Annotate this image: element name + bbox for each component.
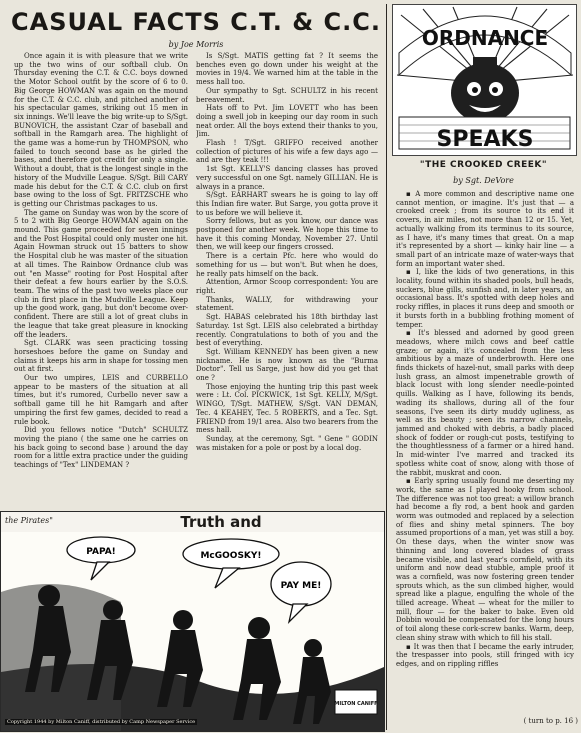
article-paragraph: Our two umpires, LEIS and CURBELLO appear to be masters of the situation at all times, but it's rumored, Curbello never saw a softball game till he hit Ramgarh and after umpiring the first few games, decided to read a rule book. — [14, 374, 188, 426]
article-paragraph: Once again it is with pleasure that we write up the two wins of our softball club. On Thursday evening the C.T. & C.C. boys downed the Motor School outfit by the score of 6 to 0. Big George HOWMAN was again on the mound for the C.T. & C.C. club, and pitched another of his spectacular games, striking out 15 men in six innings. We'll leave the big write-up to S/Sgt. BUNOVICH, the assistant Czar of baseball and softball in the Ramgarh area. The highlight of the game was a home-run by THOMPSON, who failed to touch second base as he girled the bases, and therefore got credit for only a single. Without a doubt, that is the longest single in the history of the Mudville League. S/Sgt. Bill CARY made his debut for the C.T. & C.C. club on first base owing to the loss of Sgt. FRITZSCHE who is getting our Christmas packages to us. — [14, 52, 188, 208]
article-paragraph: Did you fellows notice "Dutch" SCHULTZ moving the piano ( the same one he carries on his back going to second base ) around the day room for a little extra practice under the guiding teachings of "Tex" LINDEMAN ? — [14, 426, 188, 470]
story-paragraph: ▪ A more common and descriptive name one cannot mention, or imagine. It's just that — a crooked creek ; from its source to its end it covers, in air miles, not more than 12 or 15. Yet, actually walking from its terminus to its source, as I have, it's many times that great. On a map it's represented by a short — kinky hair line — a small part of an intricate maze of water-ways that form an important water shed. — [396, 190, 574, 268]
article-headline: CASUAL FACTS C.T. & C.C. — [11, 8, 381, 36]
article-paragraph: Sgt. HABAS celebrated his 18th birthday last Saturday. 1st Sgt. LEIS also celebrated a birthday recently. Congratulations to both of you and the best of everything. — [196, 313, 378, 348]
comic-copyright: Copyright 1944 by Milton Caniff, distributed by Camp Newspaper Service — [7, 719, 196, 725]
article-column-2 — [196, 52, 378, 507]
article-paragraph: Sgt. CLARK was seen practicing tossing horseshoes before the game on Sunday and claims it keeps his arm in shape for tossing men out at first. — [14, 339, 188, 374]
comic-strip — [0, 511, 385, 732]
article-column-1 — [14, 52, 188, 507]
article-paragraph: The game on Sunday was won by the score of 5 to 2 with Big George HOWMAN again on the mound. This game proceeded for seven innings and the Post Hospital could only muster one hit. Again Howman struck out 15 batters to show the Hospital club he was master of the situation at all times. The Rainbow Ordnance club was out "en Masse" rooting for Post Hospital after their defeat a few hours earlier by the S.O.S. team. The wins of the past two weeks place our club in first place in the Mudville League. Keep up the good work, gang, but don't become over-confident. There are still a lot of great clubs in the league that take great pleasure in knocking off the leaders. — [14, 208, 188, 339]
article-paragraph: S/Sgt. EARHART swears he is going to lay off this Indian fire water. But Sarge, you gotta prove it to us before we will believe it. — [196, 191, 378, 217]
article-paragraph: Those enjoying the hunting trip this past week were : Lt. Col. PICKWICK, 1st Sgt. KELLY, M/Sgt. WINGO, T/Sgt. MATHEW, S/Sgt. VAN DEMAN, Tec. 4 KEAHEY, Tec. 5 ROBERTS, and a Tec. Sgt. FRIEND from 19/1 area. Also two bearers from the mess hall. — [196, 382, 378, 435]
story-paragraph: ▪ It was then that I became the early intruder, the trespasser into pools, still fringed with icy edges, and on rippling riffles — [396, 642, 574, 668]
article-paragraph: There is a certain Pfc. here who would do something for us — but won't. But when he does, he really pats himself on the back. — [196, 252, 378, 278]
balloon-papa: PAPA! — [86, 547, 116, 557]
comic-artwork — [1, 532, 384, 731]
article-paragraph: Our sympathy to Sgt. SCHULTZ in his recent bereavement. — [196, 86, 378, 104]
article-paragraph: Attention, Armor Scoop correspondent: You are right. — [196, 278, 378, 295]
article-paragraph: 1st Sgt. KELLY'S dancing classes has proved very successful on one Sgt. namely GILLIAN. He is always in a prance. — [196, 165, 378, 191]
ordnance-speaks-logo — [392, 4, 577, 156]
article-paragraph: Sunday, at the ceremony, Sgt. " Gene " GODIN was mistaken for a pole or post by a local dog. — [196, 434, 378, 452]
story-byline: by Sgt. DeVore — [453, 176, 514, 185]
article-paragraph: Thanks, WALLY, for withdrawing your statement. — [196, 295, 378, 313]
article-paragraph: Hats off to Pvt. Jim LOVETT who has been doing a swell job in keeping our day room in such neat order. All the boys extend their thanks to you, Jim. — [196, 104, 378, 139]
story-column — [396, 190, 574, 714]
story-paragraph: ▪ It's blessed and adorned by good green meadows, where milch cows and beef cattle graze; or again, it's concealed from the less ambitious by a maze of underbrowth. Here one finds thickets of hazel-nut, small parks with deep lush grass, an almost impenetrable growth of black locust with long slender needle-pointed quills. Walking as I have, following its bends, wading its shallows, during all of the four seasons, I've seen its dirty muddy ugliness, as well as its beauty ; seen its narrow channels, jammed and choked with debris, a badly placed shock of fodder or rough-cut posts, testifying to the thoughtlessness of a farmer or a hired hand. In mid-winter I've marred and tracked its spotless white coat of snow, along with those of the rabbit, muskrat and coon. — [396, 329, 574, 477]
article-paragraph: Flash ! T/Sgt. GRIFFO received another collection of pictures of his wife a few days ago — and are they teak !!! — [196, 139, 378, 165]
story-title: "THE CROOKED CREEK" — [419, 160, 548, 170]
comic-title: Truth and — [180, 513, 262, 531]
column-divider — [386, 4, 387, 730]
balloon-mcgoosky: McGOOSKY! — [200, 551, 262, 561]
article-paragraph: Sgt. William KENNEDY has been given a new nickname. He is now known as the "Burma Doctor". Tell us Sarge, just how did you get that one ? — [196, 347, 378, 383]
comic-prefix: the Pirates" — [5, 516, 53, 525]
article-byline: by Joe Morris — [168, 40, 224, 49]
comic-header — [1, 512, 384, 532]
comic-signature: MILTON CANIFF — [334, 701, 378, 707]
logo-bottom-text: SPEAKS — [436, 127, 534, 152]
article-paragraph: Is S/Sgt. MATIS getting fat ? It seems the benches even go down under his weight at the movies in 19/4. We warned him at the table in the mess hall too. — [196, 52, 378, 87]
story-paragraph: ▪ Early spring usually found me deserting my work, the same as I played hooky from school. The difference was not too great: a willow branch had become a fly rod, a bent hook and garden worm was outmoded and replaced by a selection of flies and shiny metal spinners. The boy assumed proportions of a man, yet was still a boy. On these days, when the winter snow was thinning and long covered blades of grass became visible, and last year's cornfield, with its uniform and now dead stubble, ample proof it was a cornfield, was now fostering green tender sprouts which, as the sun climbed higher, would spread like a plague, engulfing the whole of the tilled acreage. Wheat — wheat for the miller to mill, flour — for the baker to bake. Even old Dobbin would be compensated for the long hours of toil along these cork-screw banks. Warm, deep, clean shiny straw with which to fill his stall. — [396, 477, 574, 642]
logo-top-text: ORDNANCE — [421, 26, 549, 50]
ordnance-logo-art — [393, 5, 576, 155]
balloon-pay-me: PAY ME! — [280, 581, 322, 591]
article-paragraph: Sorry fellows, but as you know, our dance was postponed for another week. We hope this time to have it this coming Monday, November 27. Until then, we will keep our fingers crossed. — [196, 217, 378, 252]
continued-notice: ( turn to p. 16 ) — [523, 717, 578, 725]
story-paragraph: ▪ I, like the kids of two generations, in this locality, found within its shaded pools, bull heads, suckers, blue gills, sunfish and, in later years, an occasional bass. It's spotted with deep holes and rocky riffles, in places it runs deep and smooth or it bursts forth in a bubbling frothing moment of temper. — [396, 268, 574, 329]
